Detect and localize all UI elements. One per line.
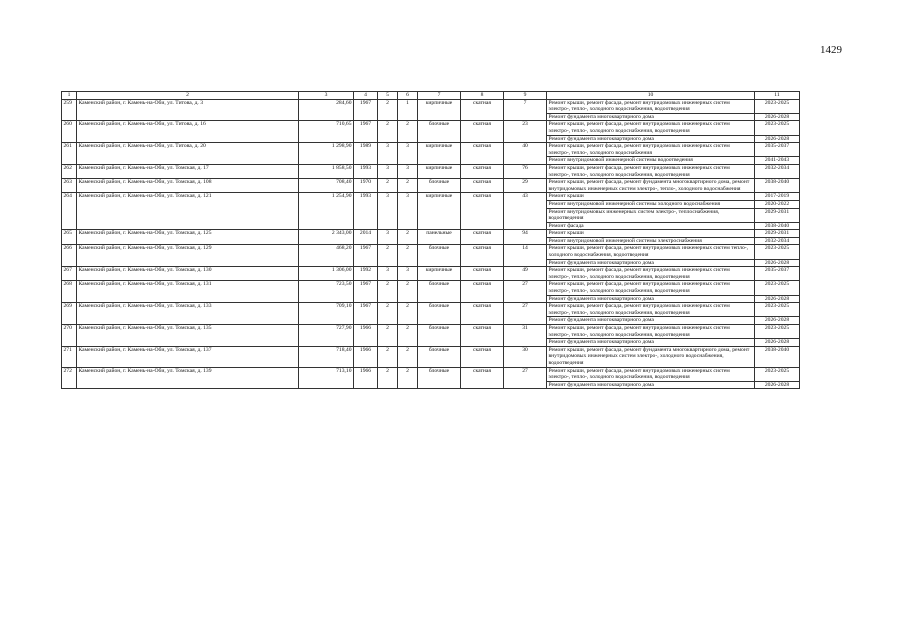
- work-period-cell: 2017-2019: [755, 193, 800, 201]
- address-cell: Каменский район, г. Камень-на-Оби, ул. Томская, д. 139: [77, 367, 299, 389]
- work-period-cell: 2041-2043: [755, 157, 800, 165]
- wall-material-cell: блочные: [418, 367, 461, 389]
- row-number: 267: [62, 267, 77, 281]
- work-period-cell: 2032-2034: [755, 164, 800, 178]
- col-header-11: 11: [755, 92, 800, 100]
- entrances-cell: 2: [398, 179, 418, 193]
- area-cell: 713,10: [299, 367, 354, 389]
- entrances-cell: 2: [398, 230, 418, 245]
- table-row: [62, 267, 800, 281]
- work-period-cell: 2038-2040: [755, 222, 800, 230]
- count-cell: 7: [504, 99, 547, 121]
- work-description-cell: Ремонт крыши: [547, 230, 755, 238]
- area-cell: 1 254,90: [299, 193, 354, 230]
- wall-material-cell: блочные: [418, 346, 461, 367]
- work-period-cell: 2029-2031: [755, 230, 800, 238]
- entrances-cell: 2: [398, 367, 418, 389]
- entrances-cell: 3: [398, 164, 418, 178]
- row-number: 272: [62, 367, 77, 389]
- table-row: [62, 367, 800, 381]
- entrances-cell: 2: [398, 325, 418, 347]
- col-header-7: 7: [418, 92, 461, 100]
- col-header-2: 2: [77, 92, 299, 100]
- year-cell: 1992: [354, 267, 378, 281]
- table-row: [62, 179, 800, 193]
- col-header-4: 4: [354, 92, 378, 100]
- roof-type-cell: скатная: [461, 303, 504, 325]
- address-cell: Каменский район, г. Камень-на-Оби, ул. Томская, д. 17: [77, 164, 299, 178]
- work-period-cell: 2020-2022: [755, 200, 800, 208]
- year-cell: 1993: [354, 164, 378, 178]
- roof-type-cell: скатная: [461, 143, 504, 165]
- count-cell: 43: [504, 193, 547, 230]
- floors-cell: 3: [378, 164, 398, 178]
- row-number: 262: [62, 164, 77, 178]
- address-cell: Каменский район, г. Камень-на-Оби, ул. Томская, д. 130: [77, 267, 299, 281]
- work-period-cell: 2038-2040: [755, 179, 800, 193]
- roof-type-cell: скатная: [461, 245, 504, 267]
- table-row: [62, 164, 800, 178]
- work-description-cell: Ремонт внутридомовой инженерной системы холодного водоснабжения: [547, 200, 755, 208]
- roof-type-cell: скатная: [461, 193, 504, 230]
- address-cell: Каменский район, г. Камень-на-Оби, ул. Томская, д. 108: [77, 179, 299, 193]
- count-cell: 29: [504, 179, 547, 193]
- floors-cell: 2: [378, 303, 398, 325]
- roof-type-cell: скатная: [461, 99, 504, 121]
- table-body: [62, 99, 800, 389]
- work-description-cell: Ремонт крыши, ремонт фасада, ремонт внутридомовых инженерных систем электро-, тепло-, холодного водоснабжения: [547, 143, 755, 157]
- entrances-cell: 2: [398, 303, 418, 325]
- address-cell: Каменский район, г. Камень-на-Оби, ул. Томская, д. 133: [77, 303, 299, 325]
- work-description-cell: Ремонт крыши, ремонт фасада, ремонт внутридомовых инженерных систем электро-, тепло-, холодного водоснабжения, водоотведения: [547, 267, 755, 281]
- col-header-5: 5: [378, 92, 398, 100]
- year-cell: 1967: [354, 245, 378, 267]
- table-row: [62, 230, 800, 238]
- wall-material-cell: блочные: [418, 245, 461, 267]
- year-cell: 1967: [354, 303, 378, 325]
- roof-type-cell: скатная: [461, 230, 504, 245]
- work-description-cell: Ремонт внутридомовых инженерных систем электро-, теплоснабжения, водоотведения: [547, 208, 755, 222]
- work-period-cell: 2023-2025: [755, 245, 800, 259]
- work-period-cell: 2026-2028: [755, 317, 800, 325]
- col-header-6: 6: [398, 92, 418, 100]
- row-number: 264: [62, 193, 77, 230]
- work-period-cell: 2035-2037: [755, 143, 800, 157]
- col-header-9: 9: [504, 92, 547, 100]
- floors-cell: 3: [378, 267, 398, 281]
- table-row: [62, 245, 800, 259]
- count-cell: 27: [504, 281, 547, 303]
- work-period-cell: 2026-2028: [755, 259, 800, 267]
- work-description-cell: Ремонт фасада: [547, 222, 755, 230]
- work-description-cell: Ремонт крыши, ремонт фасада, ремонт фундамента многоквартирного дома, ремонт внутридомовых инженерных систем электро-, тепло-, холодного водоснабжения: [547, 179, 755, 193]
- roof-type-cell: скатная: [461, 325, 504, 347]
- wall-material-cell: кирпичные: [418, 193, 461, 230]
- count-cell: 27: [504, 367, 547, 389]
- row-number: 270: [62, 325, 77, 347]
- count-cell: 31: [504, 325, 547, 347]
- row-number: 268: [62, 281, 77, 303]
- col-header-1: 1: [62, 92, 77, 100]
- count-cell: 30: [504, 346, 547, 367]
- work-period-cell: 2026-2028: [755, 339, 800, 347]
- row-number: 266: [62, 245, 77, 267]
- roof-type-cell: скатная: [461, 346, 504, 367]
- row-number: 260: [62, 121, 77, 143]
- work-period-cell: 2023-2025: [755, 325, 800, 339]
- floors-cell: 2: [378, 99, 398, 121]
- entrances-cell: 2: [398, 245, 418, 267]
- roof-type-cell: скатная: [461, 164, 504, 178]
- count-cell: 14: [504, 245, 547, 267]
- work-period-cell: 2026-2028: [755, 381, 800, 389]
- repair-program-table: [61, 91, 800, 389]
- year-cell: 1967: [354, 281, 378, 303]
- row-number: 265: [62, 230, 77, 245]
- work-description-cell: Ремонт крыши, ремонт фасада, ремонт внутридомовых инженерных систем электро-, тепло-, холодного водоснабжения, водоотведения: [547, 121, 755, 135]
- work-period-cell: 2035-2037: [755, 267, 800, 281]
- row-number: 259: [62, 99, 77, 121]
- work-description-cell: Ремонт фундамента многоквартирного дома: [547, 295, 755, 303]
- count-cell: 40: [504, 143, 547, 165]
- year-cell: 1967: [354, 121, 378, 143]
- work-period-cell: 2038-2040: [755, 346, 800, 367]
- floors-cell: 2: [378, 325, 398, 347]
- count-cell: 49: [504, 267, 547, 281]
- work-period-cell: 2032-2034: [755, 237, 800, 245]
- floors-cell: 2: [378, 121, 398, 143]
- floors-cell: 3: [378, 143, 398, 165]
- work-description-cell: Ремонт крыши, ремонт фасада, ремонт внутридомовых инженерных систем электро-, тепло-, холодного водоснабжения, водоотведения: [547, 303, 755, 317]
- area-cell: 2 343,00: [299, 230, 354, 245]
- work-description-cell: Ремонт фундамента многоквартирного дома: [547, 259, 755, 267]
- table-row: [62, 281, 800, 295]
- wall-material-cell: блочные: [418, 281, 461, 303]
- wall-material-cell: блочные: [418, 325, 461, 347]
- work-period-cell: 2023-2025: [755, 281, 800, 295]
- year-cell: 1993: [354, 193, 378, 230]
- address-cell: Каменский район, г. Камень-на-Оби, ул. Титова, д. 16: [77, 121, 299, 143]
- wall-material-cell: кирпичные: [418, 164, 461, 178]
- work-description-cell: Ремонт крыши, ремонт фасада, ремонт внутридомовых инженерных систем электро-, тепло-, холодного водоснабжения, водоотведения: [547, 99, 755, 113]
- year-cell: 1966: [354, 346, 378, 367]
- work-description-cell: Ремонт внутридомовой инженерной системы водоотведения: [547, 157, 755, 165]
- table-row: [62, 143, 800, 157]
- entrances-cell: 3: [398, 143, 418, 165]
- year-cell: 1966: [354, 367, 378, 389]
- area-cell: 708,40: [299, 179, 354, 193]
- roof-type-cell: скатная: [461, 367, 504, 389]
- work-description-cell: Ремонт крыши, ремонт фасада, ремонт внутридомовых инженерных систем электро-, тепло-, холодного водоснабжения, водоотведения: [547, 325, 755, 339]
- area-cell: 718,40: [299, 346, 354, 367]
- count-cell: 94: [504, 230, 547, 245]
- table-row: [62, 99, 800, 113]
- header-row: [62, 92, 800, 100]
- roof-type-cell: скатная: [461, 267, 504, 281]
- work-description-cell: Ремонт фундамента многоквартирного дома: [547, 381, 755, 389]
- area-cell: 284,60: [299, 99, 354, 121]
- address-cell: Каменский район, г. Камень-на-Оби, ул. Титова, д. 20: [77, 143, 299, 165]
- wall-material-cell: блочные: [418, 303, 461, 325]
- area-cell: 710,65: [299, 121, 354, 143]
- floors-cell: 3: [378, 193, 398, 230]
- entrances-cell: 2: [398, 121, 418, 143]
- address-cell: Каменский район, г. Камень-на-Оби, ул. Томская, д. 135: [77, 325, 299, 347]
- work-period-cell: 2023-2025: [755, 121, 800, 135]
- row-number: 269: [62, 303, 77, 325]
- year-cell: 2014: [354, 230, 378, 245]
- roof-type-cell: скатная: [461, 281, 504, 303]
- count-cell: 76: [504, 164, 547, 178]
- work-period-cell: 2026-2028: [755, 135, 800, 143]
- col-header-8: 8: [461, 92, 504, 100]
- floors-cell: 2: [378, 179, 398, 193]
- area-cell: 1 306,00: [299, 267, 354, 281]
- row-number: 263: [62, 179, 77, 193]
- work-period-cell: 2023-2025: [755, 367, 800, 381]
- entrances-cell: 1: [398, 99, 418, 121]
- floors-cell: 2: [378, 367, 398, 389]
- work-description-cell: Ремонт фундамента многоквартирного дома: [547, 113, 755, 121]
- year-cell: 1970: [354, 179, 378, 193]
- roof-type-cell: скатная: [461, 121, 504, 143]
- year-cell: 1966: [354, 325, 378, 347]
- wall-material-cell: кирпичные: [418, 143, 461, 165]
- floors-cell: 2: [378, 281, 398, 303]
- work-description-cell: Ремонт фундамента многоквартирного дома: [547, 317, 755, 325]
- work-description-cell: Ремонт крыши, ремонт фасада, ремонт внутридомовых инженерных систем электро-, тепло-, холодного водоснабжения, водоотведения: [547, 164, 755, 178]
- area-cell: 709,10: [299, 303, 354, 325]
- wall-material-cell: кирпичные: [418, 267, 461, 281]
- year-cell: 1967: [354, 99, 378, 121]
- wall-material-cell: блочные: [418, 179, 461, 193]
- area-cell: 727,90: [299, 325, 354, 347]
- table-row: [62, 193, 800, 201]
- floors-cell: 3: [378, 230, 398, 245]
- work-period-cell: 2023-2025: [755, 99, 800, 113]
- address-cell: Каменский район, г. Камень-на-Оби, ул. Томская, д. 121: [77, 193, 299, 230]
- work-description-cell: Ремонт крыши, ремонт фасада, ремонт фундамента многоквартирного дома, ремонт внутридомовых инженерных систем электро-, холодного водоснабжения, водоотведения: [547, 346, 755, 367]
- area-cell: 1 858,50: [299, 164, 354, 178]
- work-period-cell: 2026-2028: [755, 113, 800, 121]
- address-cell: Каменский район, г. Камень-на-Оби, ул. Томская, д. 129: [77, 245, 299, 267]
- area-cell: 723,50: [299, 281, 354, 303]
- roof-type-cell: скатная: [461, 179, 504, 193]
- year-cell: 1989: [354, 143, 378, 165]
- count-cell: 27: [504, 303, 547, 325]
- work-period-cell: 2023-2025: [755, 303, 800, 317]
- wall-material-cell: панельные: [418, 230, 461, 245]
- address-cell: Каменский район, г. Камень-на-Оби, ул. Томская, д. 131: [77, 281, 299, 303]
- row-number: 271: [62, 346, 77, 367]
- area-cell: 1 298,90: [299, 143, 354, 165]
- entrances-cell: 3: [398, 267, 418, 281]
- table-row: [62, 325, 800, 339]
- wall-material-cell: кирпичные: [418, 99, 461, 121]
- area-cell: 468,20: [299, 245, 354, 267]
- table-row: [62, 121, 800, 135]
- row-number: 261: [62, 143, 77, 165]
- entrances-cell: 2: [398, 346, 418, 367]
- page-number: 1429: [820, 44, 842, 56]
- table-row: [62, 303, 800, 317]
- wall-material-cell: блочные: [418, 121, 461, 143]
- work-period-cell: 2026-2028: [755, 295, 800, 303]
- col-header-3: 3: [299, 92, 354, 100]
- floors-cell: 2: [378, 346, 398, 367]
- work-description-cell: Ремонт фундамента многоквартирного дома: [547, 135, 755, 143]
- address-cell: Каменский район, г. Камень-на-Оби, ул. Титова, д. 3: [77, 99, 299, 121]
- work-description-cell: Ремонт крыши: [547, 193, 755, 201]
- work-description-cell: Ремонт крыши, ремонт фасада, ремонт внутридомовых инженерных систем тепло-, холодного водоснабжения, водоотведения: [547, 245, 755, 259]
- work-description-cell: Ремонт фундамента многоквартирного дома: [547, 339, 755, 347]
- address-cell: Каменский район, г. Камень-на-Оби, ул. Томская, д. 137: [77, 346, 299, 367]
- work-description-cell: Ремонт крыши, ремонт фасада, ремонт внутридомовых инженерных систем электро-, тепло-, холодного водоснабжения, водоотведения: [547, 367, 755, 381]
- entrances-cell: 2: [398, 281, 418, 303]
- table-row: [62, 346, 800, 367]
- col-header-10: 10: [547, 92, 755, 100]
- entrances-cell: 3: [398, 193, 418, 230]
- floors-cell: 2: [378, 245, 398, 267]
- work-description-cell: Ремонт внутридомовой инженерной системы электроснабжения: [547, 237, 755, 245]
- address-cell: Каменский район, г. Камень-на-Оби, ул. Томская, д. 125: [77, 230, 299, 245]
- count-cell: 23: [504, 121, 547, 143]
- work-description-cell: Ремонт крыши, ремонт фасада, ремонт внутридомовых инженерных систем электро-, тепло-, холодного водоснабжения, водоотведения: [547, 281, 755, 295]
- work-period-cell: 2029-2031: [755, 208, 800, 222]
